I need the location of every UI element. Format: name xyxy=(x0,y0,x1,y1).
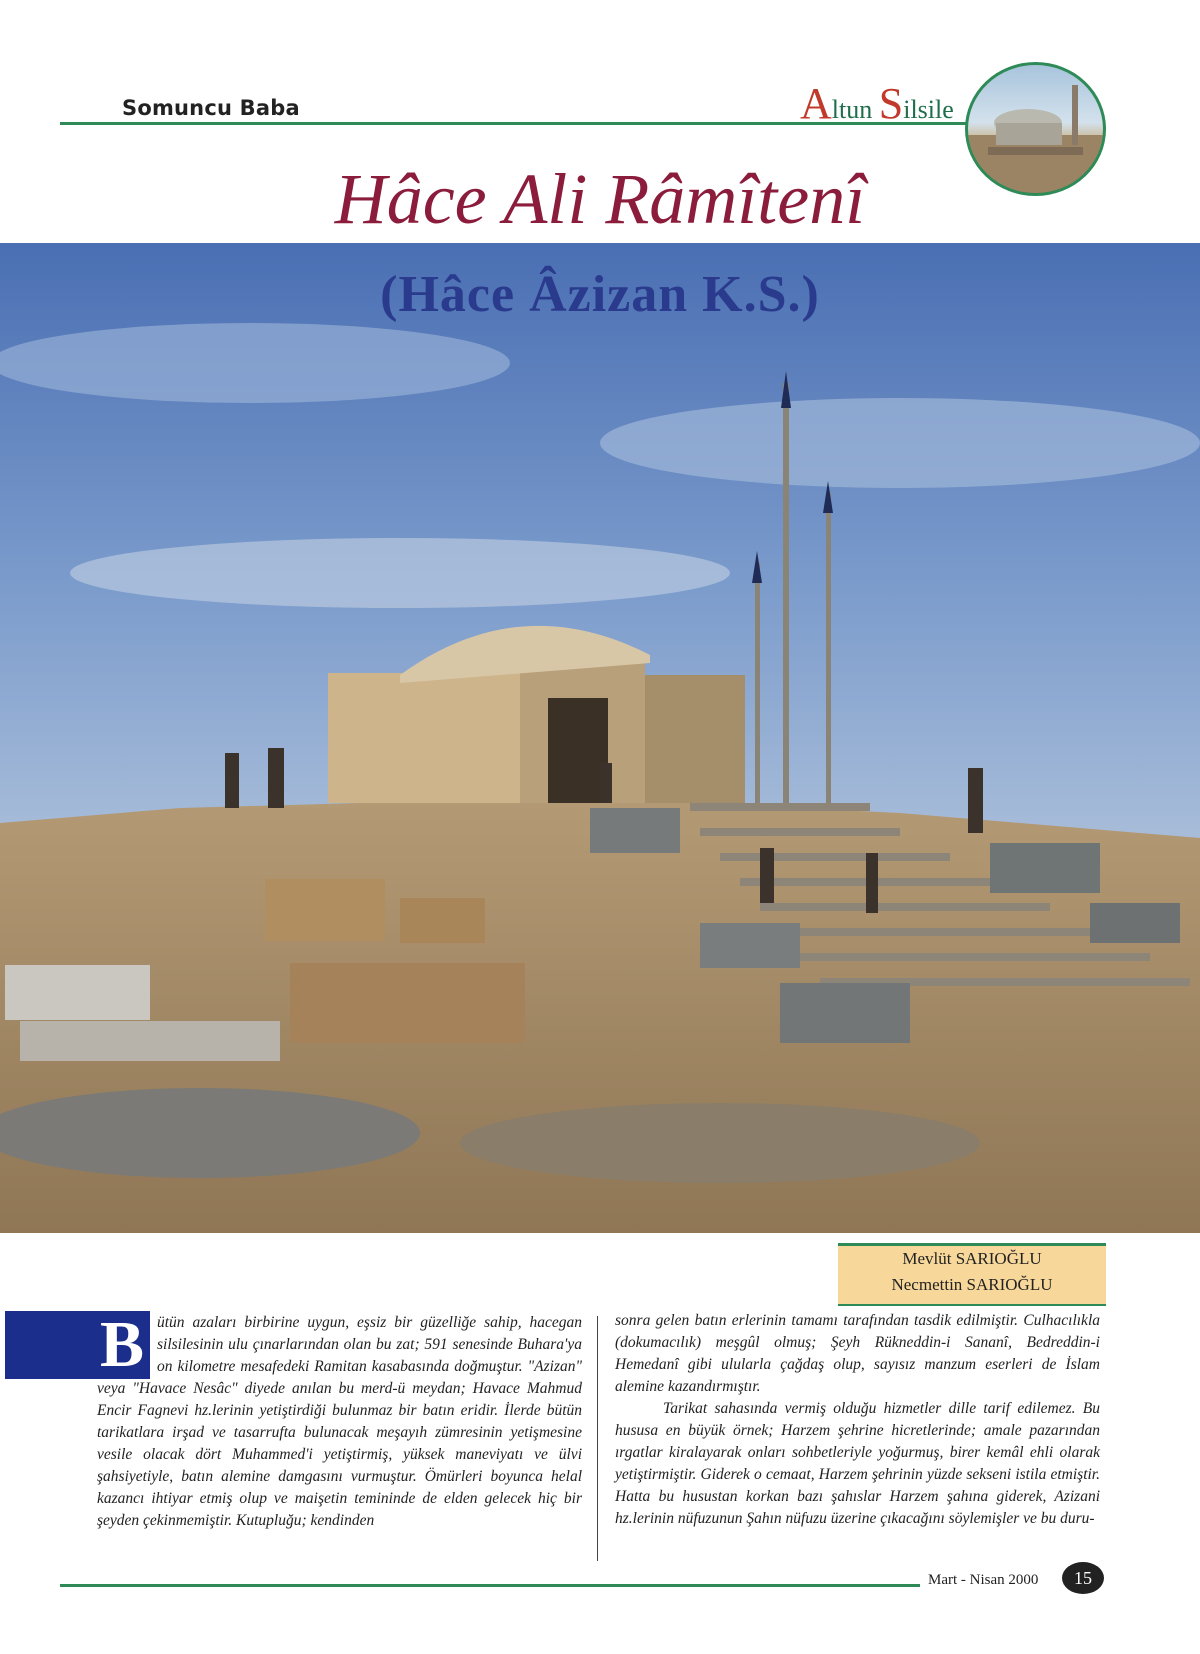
section-title: Altun Silsile xyxy=(800,79,954,128)
drop-cap: B xyxy=(5,1311,150,1379)
paragraph: ütün azaları birbirine uygun, eşsiz bir güzelliğe sahip, hacegan silsilesinin ulu çınarlarından olan bu zat; 591 senesinde Buhara'ya on kilometre mesafedeki Ramitan kasabasında doğmuştur. "Azizan" veya "Havace Nesâc" diyede anılan bu merd-ü meydan; Havace Mahmud Encir Fagnevi hz.lerinin yetiştirdiği bulunmaz bir batın eridir. İlerde bütün tarikatlara irşad ve tasarrufta bulunacak meşayıh zümresinin yetişmesine vesile olacak dört Muhammed'i yetiştirmiş, yüksek maneviyatı ve ülvi şahsiyetiyle, batın alemine damgasını vurmuştur. Ömürleri boyunca helal kazancı ihtiyar etmiş olup ve maişetin temininde de elden gelecek hiç bir şeyden çekinmemiştir. Kutupluğu; kendinden xyxy=(97,1314,582,1529)
issue-date: Mart - Nisan 2000 xyxy=(928,1572,1039,1588)
article-subtitle: (Hâce Âzizan K.S.) xyxy=(380,266,820,323)
page-number: 15 xyxy=(1062,1562,1104,1594)
article-column-right xyxy=(615,1310,1100,1530)
mausoleum-photo xyxy=(0,243,1200,1233)
article-column-left xyxy=(97,1312,582,1532)
paragraph: sonra gelen batın erlerinin tamamı tarafından tasdik edilmiştir. Culhacılıkla (dokumacılık) meşgûl olmuş; Şeyh Rükneddin-i Sananî, Bedreddin-i Hemedanî gibi ulularla çağdaş olup, sayısız manzum eserleri de İslam alemine kazandırmıştır. xyxy=(615,1312,1100,1395)
paragraph: Tarikat sahasında vermiş olduğu hizmetler dille tarif edilemez. Bu hususa en büyük örnek; Harzem şehrine hicretlerinde; amale pazarından ırgatlar kiralayarak onları sohbetleriyle yoğurmuş, birer kemâl ehli olarak yetiştirmiştir. Giderek o cemaat, Harzem şehrinin yüzde sekseni istila etmiştir. Hatta bu husustan korkan bazı şahıslar Harzem şahına giderek, Azizani hz.lerinin nüfuzunun Şahın nüfuzu üzerine çıkacağını söylemişler ve bu duru- xyxy=(615,1400,1100,1527)
article-title: Hâce Ali Râmîtenî xyxy=(334,159,866,239)
author-name: Mevlüt SARIOĞLU xyxy=(902,1249,1042,1268)
magazine-name: Somuncu Baba xyxy=(122,96,300,120)
column-divider xyxy=(597,1316,598,1561)
author-box xyxy=(838,1243,1106,1306)
author-name: Necmettin SARIOĞLU xyxy=(891,1275,1053,1294)
footer-rule xyxy=(60,1584,920,1587)
